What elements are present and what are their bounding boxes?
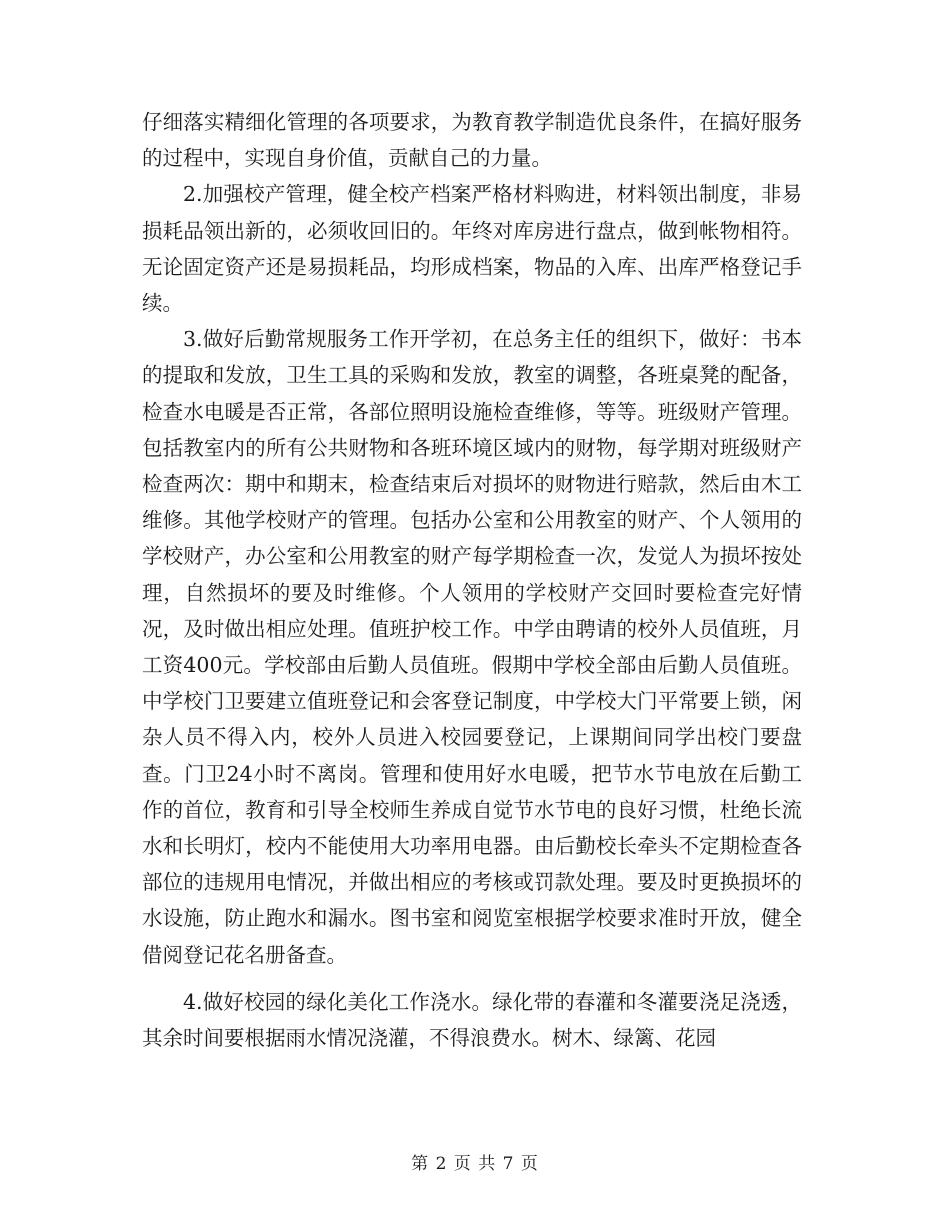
footer-suffix: 页 [520,1154,539,1174]
footer-total-prefix: 共 [478,1154,497,1174]
paragraph-item-2: 2.加强校产管理，健全校产档案严格材料购进，材料领出制度，非易损耗品领出新的，必须收回旧的。年终对库房进行盘点，做到帐物相符。无论固定资产还是易损耗品，均形成档案，物品的入库、出库严格登记手续。 [142,182,802,316]
paragraph-item-3: 3.做好后勤常规服务工作开学初，在总务主任的组织下，做好：书本的提取和发放，卫生工具的采购和发放，教室的调整，各班桌凳的配备，检查水电暖是否正常，各部位照明设施检查维修，等等。班级财产管理。包括教室内的所有公共财物和各班环境区域内的财物，每学期对班级财产检查两次：期中和期末，检查结束后对损坏的财物进行赔款，然后由木工维修。其他学校财产的管理。包括办公室和公用教室的财产、个人领用的学校财产，办公室和公用教室的财产每学期检查一次，发觉人为损坏按处理，自然损坏的要及时维修。个人领用的学校财产交回时要检查完好情况，及时做出相应处理。值班护校工作。中学由聘请的校外人员值班，月工资400元。学校部由后勤人员值班。假期中学校全部由后勤人员值班。中学校门卫要建立值班登记和会客登记制度，中学校大门平常要上锁，闲杂人员不得入内，校外人员进入校园要登记，上课期间同学出校门要盘查。门卫24小时不离岗。管理和使用好水电暖，把节水节电放在后勤工作的首位，教育和引导全校师生养成自觉节水节电的良好习惯，杜绝长流水和长明灯，校内不能使用大功率用电器。由后勤校长牵头不定期检查各部位的违规用电情况，并做出相应的考核或罚款处理。要及时更换损坏的水设施，防止跑水和漏水。图书室和阅览室根据学校要求准时开放，健全借阅登记花名册备查。 [142,327,802,967]
document-body [142,104,802,1056]
paragraph-item-4: 4.做好校园的绿化美化工作浇水。绿化带的春灌和冬灌要浇足浇透，其余时间要根据雨水情况浇灌，不得浪费水。树木、绿篱、花园 [142,989,802,1051]
paragraph-continuation: 仔细落实精细化管理的各项要求，为教育教学制造优良条件，在搞好服务的过程中，实现自身价值，贡献自己的力量。 [142,110,802,171]
page-footer [0,1153,950,1175]
footer-current-page: 2 [435,1154,448,1174]
footer-total-pages: 7 [502,1154,515,1174]
footer-page-unit: 页 [453,1154,472,1174]
footer-prefix: 第 [411,1154,430,1174]
